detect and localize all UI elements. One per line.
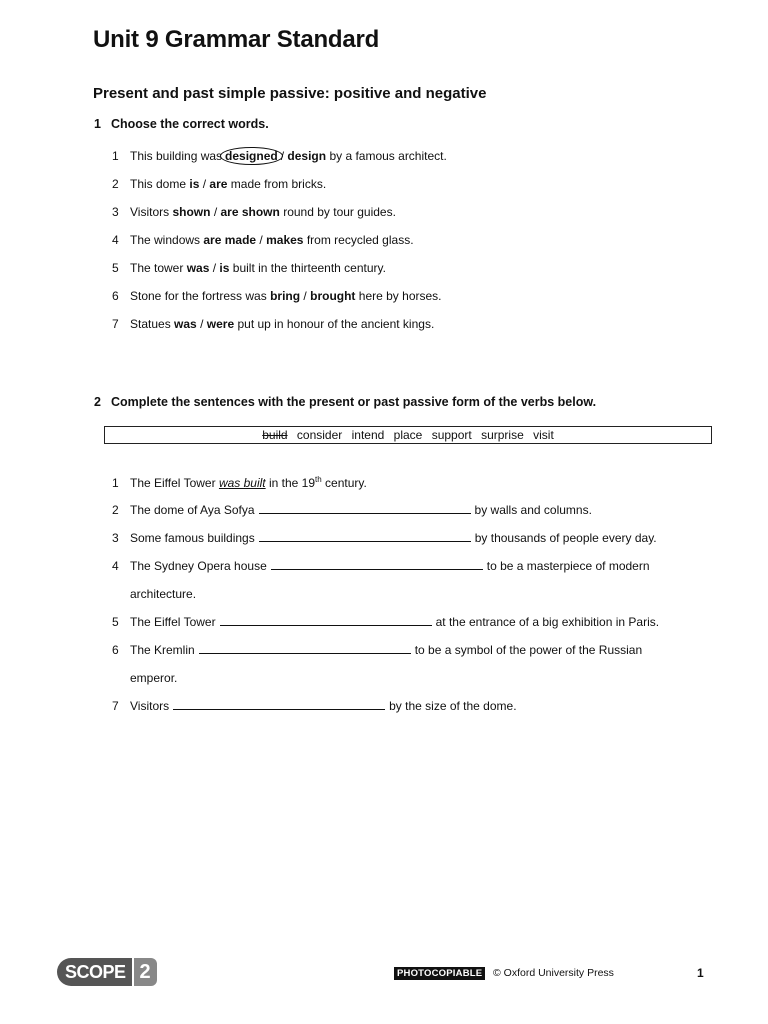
- task2-item-continued: emperor.: [130, 671, 178, 685]
- answer-blank: [220, 615, 432, 626]
- verb-word: consider: [296, 428, 343, 442]
- verb-word: visit: [533, 428, 554, 442]
- verb-word: place: [393, 428, 423, 442]
- task2-instruction: 2 Complete the sentences with the present or past passive form of the verbs below.: [94, 395, 597, 409]
- task1-item: 5 The tower was / is built in the thirteenth century.: [112, 261, 386, 275]
- scope-logo: SCOPE 2: [57, 958, 157, 986]
- task2-item: 1 The Eiffel Tower was built in the 19th century.: [112, 475, 367, 490]
- task1-item: 7 Statues was / were put up in honour of the ancient kings.: [112, 317, 435, 331]
- task1-instruction: 1 Choose the correct words.: [94, 117, 269, 131]
- answer-blank: [271, 559, 483, 570]
- verb-word: intend: [351, 428, 385, 442]
- task1-item: 3 Visitors shown / are shown round by tour guides.: [112, 205, 396, 219]
- task2-item: 2 The dome of Aya Sofya by walls and columns.: [112, 503, 592, 517]
- answer-blank: [259, 531, 471, 542]
- task1-item: 4 The windows are made / makes from recycled glass.: [112, 233, 414, 247]
- photocopiable-label: PHOTOCOPIABLE: [394, 967, 485, 980]
- page-title: Unit 9 Grammar Standard: [93, 26, 380, 53]
- answer-blank: [259, 503, 471, 514]
- task1-item: 2 This dome is / are made from bricks.: [112, 177, 327, 191]
- task2-item: 7 Visitors by the size of the dome.: [112, 699, 517, 713]
- page-number: 1: [697, 966, 704, 980]
- answer-blank: [199, 643, 411, 654]
- task1-item: 1 This building was designed / design by a famous architect.: [112, 149, 447, 163]
- verb-word: build: [262, 428, 288, 442]
- task1-item: 6 Stone for the fortress was bring / brought here by horses.: [112, 289, 442, 303]
- word-box: [104, 426, 712, 444]
- example-answer: was built: [218, 476, 266, 490]
- copyright-notice: © Oxford University Press: [493, 967, 614, 979]
- task2-item: 6 The Kremlin to be a symbol of the power of the Russian: [112, 643, 643, 657]
- answer-blank: [173, 699, 385, 710]
- verb-word: support: [431, 428, 472, 442]
- task2-item-continued: architecture.: [130, 587, 197, 601]
- section-subtitle: Present and past simple passive: positive and negative: [93, 85, 487, 102]
- task2-item: 3 Some famous buildings by thousands of people every day.: [112, 531, 657, 545]
- task2-item: 4 The Sydney Opera house to be a masterpiece of modern: [112, 559, 650, 573]
- circled-answer: designed: [220, 147, 283, 165]
- task2-item: 5 The Eiffel Tower at the entrance of a big exhibition in Paris.: [112, 615, 660, 629]
- verb-word: surprise: [481, 428, 524, 442]
